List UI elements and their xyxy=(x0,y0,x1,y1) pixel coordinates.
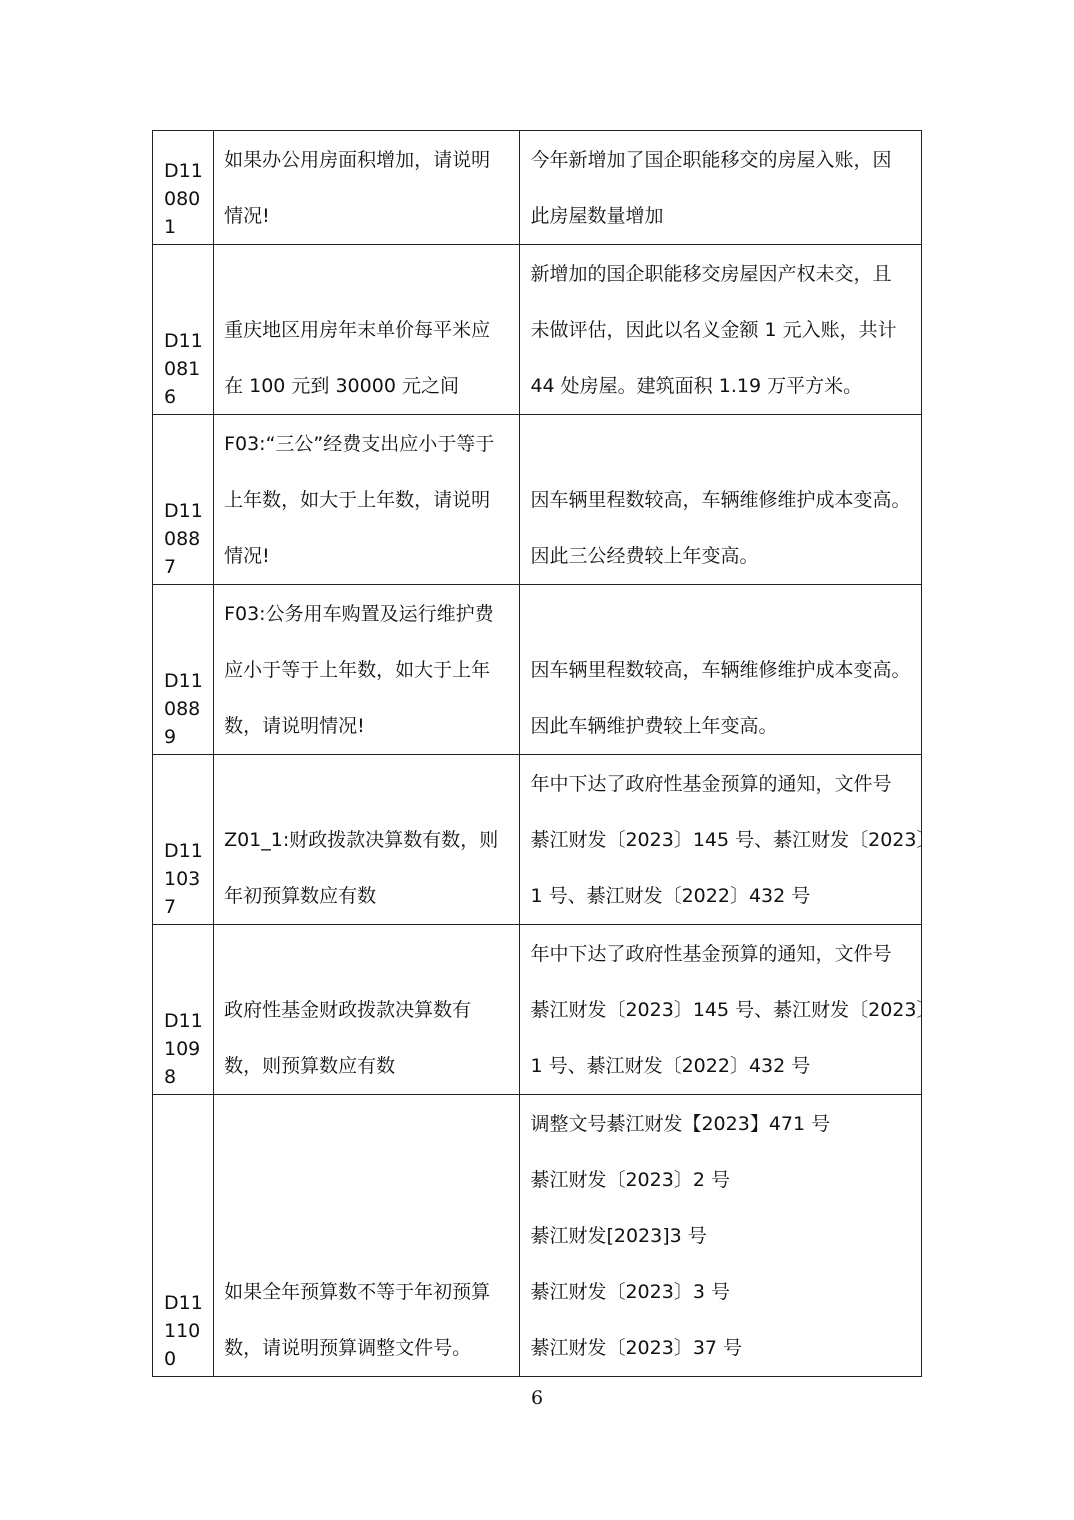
explanation-line: 綦江财发〔2023〕37 号 xyxy=(530,1337,743,1359)
explanation-line: 因此三公经费较上年变高。 xyxy=(530,545,759,567)
explanation-cell xyxy=(520,131,922,245)
check-rule-cell xyxy=(214,415,520,585)
explanation-line: 1 号、綦江财发〔2022〕432 号 xyxy=(530,1055,811,1077)
row-code-line: 080 xyxy=(164,188,201,210)
explanation-line: 今年新增加了国企职能移交的房屋入账，因 xyxy=(530,149,892,171)
explanation-line: 綦江财发〔2023〕145 号、綦江财发〔2023〕 xyxy=(530,829,936,851)
explanation-line: 因车辆里程数较高，车辆维修维护成本变高。 xyxy=(530,489,911,511)
explanation-line: 年中下达了政府性基金预算的通知，文件号 xyxy=(530,773,892,795)
check-rule-line: F03:“三公”经费支出应小于等于 xyxy=(224,433,495,455)
check-rule-cell xyxy=(214,585,520,755)
row-code-cell xyxy=(153,585,214,755)
row-code-line: D11 xyxy=(164,670,203,692)
check-rule-line: 情况! xyxy=(224,545,270,567)
row-code-cell xyxy=(153,245,214,415)
row-code-line: 088 xyxy=(164,528,201,550)
row-code-line: D11 xyxy=(164,160,203,182)
row-code-line: 7 xyxy=(164,896,177,918)
explanation-line: 綦江财发〔2023〕145 号、綦江财发〔2023〕 xyxy=(530,999,936,1021)
row-code-cell xyxy=(153,131,214,245)
explanation-cell xyxy=(520,585,922,755)
budget-check-table xyxy=(152,130,936,1377)
explanation-line: 年中下达了政府性基金预算的通知，文件号 xyxy=(530,943,892,965)
explanation-cell xyxy=(520,755,936,925)
check-rule-line: F03:公务用车购置及运行维护费 xyxy=(224,603,494,625)
check-rule-cell xyxy=(214,755,520,925)
explanation-line: 1 号、綦江财发〔2022〕432 号 xyxy=(530,885,811,907)
row-code-cell xyxy=(153,415,214,585)
table-row xyxy=(153,925,922,1095)
explanation-cell xyxy=(520,925,936,1095)
row-code-line: 110 xyxy=(164,1320,201,1342)
explanation-line: 新增加的国企职能移交房屋因产权未交，且 xyxy=(530,263,892,285)
row-code-cell xyxy=(153,1095,214,1377)
check-rule-line: 如果全年预算数不等于年初预算 xyxy=(224,1281,491,1303)
check-rule-line: 数，则预算数应有数 xyxy=(224,1055,396,1077)
row-code-cell xyxy=(153,755,214,925)
explanation-line: 此房屋数量增加 xyxy=(530,205,664,227)
check-rule-line: 重庆地区用房年末单价每平米应 xyxy=(224,319,491,341)
row-code-line: D11 xyxy=(164,500,203,522)
explanation-line: 綦江财发[2023]3 号 xyxy=(530,1225,707,1247)
check-rule-line: 政府性基金财政拨款决算数有 xyxy=(224,999,472,1021)
check-rule-line: 数，请说明预算调整文件号。 xyxy=(224,1337,472,1359)
explanation-line: 未做评估，因此以名义金额 1 元入账，共计 xyxy=(530,319,897,341)
check-rule-cell xyxy=(214,131,520,245)
row-code-line: 9 xyxy=(164,726,177,748)
table-row xyxy=(153,131,922,245)
explanation-line: 因车辆里程数较高，车辆维修维护成本变高。 xyxy=(530,659,911,681)
explanation-line: 綦江财发〔2023〕2 号 xyxy=(530,1169,730,1191)
check-rule-cell xyxy=(214,925,520,1095)
row-code-line: 1 xyxy=(164,216,177,238)
row-code-line: 7 xyxy=(164,556,177,578)
table-row xyxy=(153,755,922,925)
row-code-line: 109 xyxy=(164,1038,201,1060)
check-rule-line: 应小于等于上年数，如大于上年 xyxy=(224,659,491,681)
check-rule-line: 上年数，如大于上年数，请说明 xyxy=(224,489,491,511)
check-rule-line: 年初预算数应有数 xyxy=(224,885,377,907)
table-row xyxy=(153,585,922,755)
row-code-line: 081 xyxy=(164,358,201,380)
check-rule-line: 情况! xyxy=(224,205,270,227)
row-code-line: D11 xyxy=(164,840,203,862)
explanation-line: 因此车辆维护费较上年变高。 xyxy=(530,715,778,737)
check-rule-cell xyxy=(214,245,520,415)
explanation-line: 调整文号綦江财发【2023】471 号 xyxy=(530,1113,831,1135)
explanation-cell xyxy=(520,1095,922,1377)
page-number: 6 xyxy=(530,1387,544,1409)
row-code-line: 6 xyxy=(164,386,177,408)
row-code-line: D11 xyxy=(164,1010,203,1032)
explanation-line: 綦江财发〔2023〕3 号 xyxy=(530,1281,730,1303)
row-code-line: D11 xyxy=(164,330,203,352)
explanation-line: 44 处房屋。建筑面积 1.19 万平方米。 xyxy=(530,375,863,397)
table-row xyxy=(153,1095,922,1377)
row-code-cell xyxy=(153,925,214,1095)
check-rule-line: 在 100 元到 30000 元之间 xyxy=(224,375,459,397)
check-rule-line: Z01_1:财政拨款决算数有数，则 xyxy=(224,829,499,851)
row-code-line: 0 xyxy=(164,1348,177,1370)
check-rule-line: 如果办公用房面积增加，请说明 xyxy=(224,149,491,171)
row-code-line: 8 xyxy=(164,1066,177,1088)
row-code-line: D11 xyxy=(164,1292,203,1314)
explanation-cell xyxy=(520,245,922,415)
check-rule-cell xyxy=(214,1095,520,1377)
row-code-line: 088 xyxy=(164,698,201,720)
check-rule-line: 数，请说明情况! xyxy=(224,715,365,737)
explanation-cell xyxy=(520,415,922,585)
table-row xyxy=(153,415,922,585)
row-code-line: 103 xyxy=(164,868,201,890)
table-row xyxy=(153,245,922,415)
